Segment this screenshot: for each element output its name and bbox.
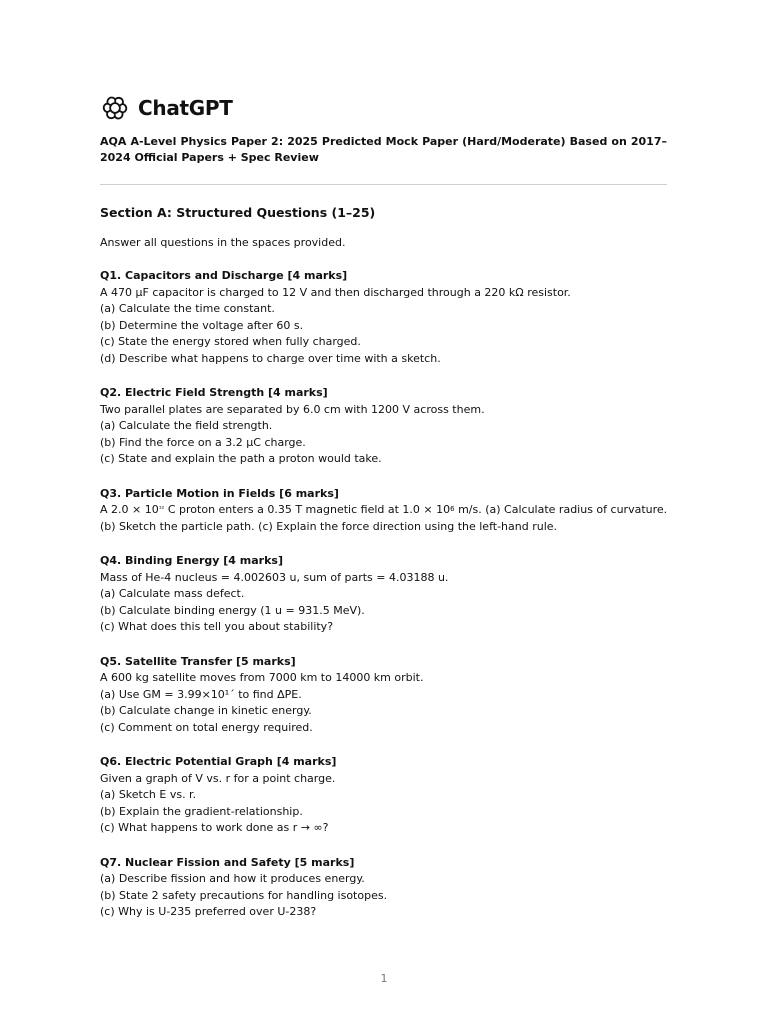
question-line: Given a graph of V vs. r for a point charge.: [100, 771, 336, 785]
question-line: (b) Determine the voltage after 60 s.: [100, 318, 304, 332]
question-6: [100, 754, 667, 837]
exponent: 6: [450, 505, 455, 513]
question-line: (d) Describe what happens to charge over time with a sketch.: [100, 351, 441, 365]
question-line: (a) Calculate mass defect.: [100, 587, 245, 600]
question-line: [100, 502, 667, 519]
question-line: (c) State and explain the path a proton would take.: [100, 452, 382, 465]
question-line: (c) State the energy stored when fully charged.: [100, 335, 361, 348]
question-1: [100, 268, 667, 367]
question-line: (a) Calculate the time constant.: [100, 302, 275, 315]
question-3: [100, 486, 667, 536]
question-line: (c) Why is U-235 preferred over U-238?: [100, 905, 317, 918]
question-5: [100, 654, 667, 737]
document-title: AQA A-Level Physics Paper 2: 2025 Predicted Mock Paper (Hard/Moderate) Based on 2017–2024 Official Papers + Spec Review: [100, 135, 667, 164]
question-line: A 470 μF capacitor is charged to 12 V and then discharged through a 220 kΩ resistor.: [100, 285, 571, 299]
question-title: Q3. Particle Motion in Fields [6 marks]: [100, 486, 339, 500]
question-2: [100, 385, 667, 468]
question-title: Q4. Binding Energy [4 marks]: [100, 554, 283, 567]
exponent: ¹²: [158, 505, 165, 513]
instructions: Answer all questions in the spaces provided.: [100, 236, 346, 249]
question-line: (c) What happens to work done as r → ∞?: [100, 821, 329, 834]
page-number: 1: [380, 972, 388, 985]
question-line: (a) Describe fission and how it produces energy.: [100, 872, 365, 885]
brand-name: ChatGPT: [138, 96, 233, 120]
question-line: (a) Use GM = 3.99×10¹´ to find ΔPE.: [100, 687, 302, 701]
question-title: Q7. Nuclear Fission and Safety [5 marks]: [100, 855, 355, 869]
question-line: (c) What does this tell you about stability?: [100, 620, 334, 633]
openai-logo-icon: [100, 93, 130, 123]
question-line: (b) Calculate change in kinetic energy.: [100, 704, 312, 717]
question-line: (a) Calculate the field strength.: [100, 419, 273, 432]
question-text: A 2.0 × 10: [100, 503, 159, 516]
document-page: [100, 92, 667, 921]
question-line: Mass of He-4 nucleus = 4.002603 u, sum of parts = 4.03188 u.: [100, 570, 449, 584]
title-divider: [100, 184, 667, 185]
question-line: (b) Sketch the particle path. (c) Explain the force direction using the left-hand rule.: [100, 519, 558, 533]
question-title: Q6. Electric Potential Graph [4 marks]: [100, 755, 337, 768]
question-line: A 600 kg satellite moves from 7000 km to 14000 km orbit.: [100, 671, 424, 684]
question-title: Q2. Electric Field Strength [4 marks]: [100, 386, 328, 399]
question-title: Q1. Capacitors and Discharge [4 marks]: [100, 269, 348, 282]
question-line: (a) Sketch E vs. r.: [100, 788, 197, 801]
question-line: (b) Find the force on a 3.2 μC charge.: [100, 435, 306, 449]
question-line: (b) Calculate binding energy (1 u = 931.5 MeV).: [100, 603, 365, 617]
question-title: Q5. Satellite Transfer [5 marks]: [100, 654, 296, 668]
section-title: Section A: Structured Questions (1–25): [100, 205, 376, 220]
question-line: (b) Explain the gradient-relationship.: [100, 804, 303, 818]
question-line: Two parallel plates are separated by 6.0 cm with 1200 V across them.: [100, 402, 485, 416]
question-7: [100, 855, 667, 921]
question-line: (b) State 2 safety precautions for handling isotopes.: [100, 888, 388, 902]
question-4: [100, 553, 667, 636]
brand-header: [100, 92, 667, 124]
question-text: C proton enters a 0.35 T magnetic field at 1.0 × 10: [164, 503, 451, 516]
question-line: (c) Comment on total energy required.: [100, 720, 313, 734]
question-text: m/s. (a) Calculate radius of curvature.: [454, 503, 668, 516]
